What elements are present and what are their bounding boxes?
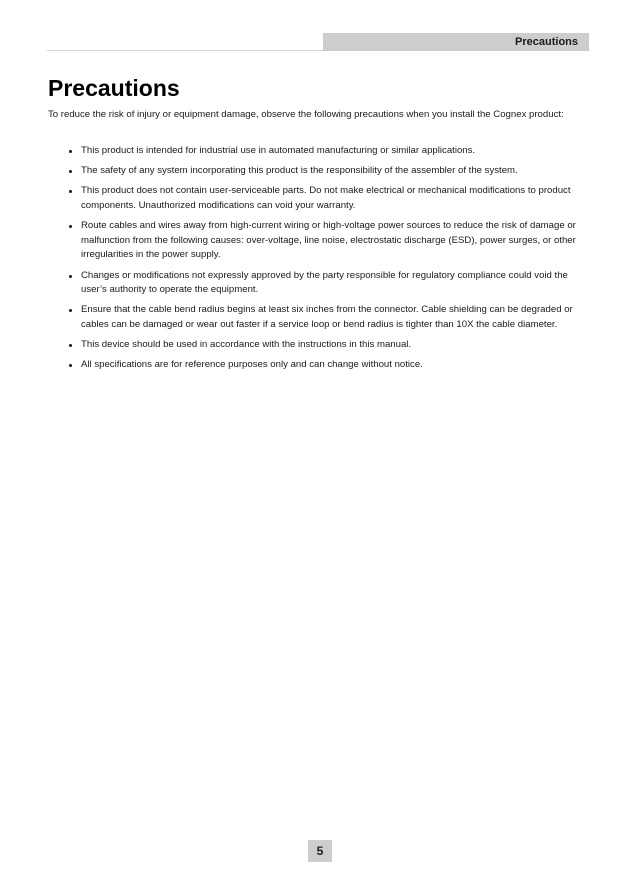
list-item-text: This device should be used in accordance with the instructions in this manual. [81,339,412,351]
list-item [66,269,588,298]
list-item-text: This product is intended for industrial use in automated manufacturing or similar applications. [81,145,476,156]
precautions-list [66,144,588,378]
bullet-icon [69,309,72,312]
list-item [66,219,588,263]
list-item-text: Ensure that the cable bend radius begins at least six inches from the connector. Cable shielding can be degraded or cables can be damaged or wear out faster if a service loop or bend radius is tighter than 10X the cable diameter. [81,304,573,330]
header-section-tab [323,33,589,51]
header-section-label: Precautions [515,36,578,48]
bullet-icon [69,190,72,193]
bullet-icon [69,150,72,153]
list-item [66,184,588,213]
list-item-text: Changes or modifications not expressly approved by the party responsible for regulatory compliance could void the user’s authority to operate the equipment. [81,269,568,296]
list-item-text: All specifications are for reference purposes only and can change without notice. [81,359,423,371]
page-title: Precautions [48,75,180,101]
list-item [66,164,588,179]
list-item [66,144,588,159]
bullet-icon [69,344,72,347]
bullet-icon [69,275,72,278]
bullet-icon [69,225,72,228]
list-item [66,338,588,353]
list-item [66,358,588,373]
list-item [66,303,588,332]
page-number: 5 [308,840,332,862]
list-item-text: This product does not contain user-serviceable parts. Do not make electrical or mechanical modifications to product components. Unauthorized modifications can void your warranty. [81,185,571,211]
intro-paragraph: To reduce the risk of injury or equipment damage, observe the following precautions when you install the Cognex product: [48,109,564,120]
list-item-text: The safety of any system incorporating this product is the responsibility of the assembler of the system. [81,165,518,177]
bullet-icon [69,364,72,367]
bullet-icon [69,170,72,173]
list-item-text: Route cables and wires away from high-current wiring or high-voltage power sources to reduce the risk of damage or malfunction from the following causes: over-voltage, line noise, electrostatic discharge (ESD), power surges, or other irregularities in the power supply. [81,220,576,261]
